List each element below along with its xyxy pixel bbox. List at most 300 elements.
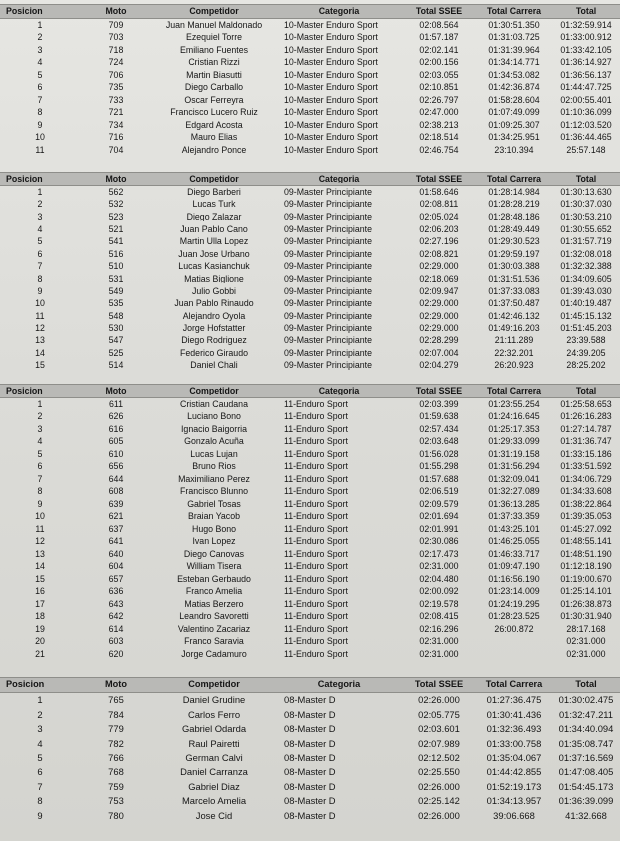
header-total: Total: [575, 680, 597, 690]
position-cell: 6: [37, 767, 43, 777]
total-time-cell: 02:31.000: [566, 637, 606, 647]
rider-name-cell: Mauro Elias: [190, 133, 238, 143]
moto-number-cell: 639: [108, 499, 124, 509]
category-cell: 09-Master Principiante: [284, 237, 373, 247]
total-time-cell: 01:30:31.940: [560, 612, 612, 622]
category-cell: 08-Master D: [284, 796, 336, 806]
stage-time-cell: 01:57.187: [419, 33, 459, 43]
stage-time-cell: 02:04.279: [419, 361, 459, 371]
total-time-cell: 01:12:03.520: [560, 120, 612, 130]
moto-number-cell: 733: [108, 95, 124, 105]
rider-name-cell: Diego Rodriguez: [181, 336, 247, 346]
race-time-cell: 01:28:28.219: [488, 200, 540, 209]
moto-number-cell: 636: [108, 587, 124, 597]
total-time-cell: 01:38:22.864: [560, 499, 612, 509]
stage-time-cell: 02:12.502: [418, 753, 460, 763]
moto-number-cell: 610: [108, 449, 124, 459]
category-cell: 10-Master Enduro Sport: [284, 108, 378, 118]
table-row: [0, 335, 620, 347]
table-row: [0, 94, 620, 107]
table-row: [0, 598, 620, 611]
table-row: [0, 132, 620, 145]
race-time-cell: 01:09:47.190: [488, 562, 540, 572]
position-cell: 21: [35, 649, 45, 659]
rider-name-cell: Lucas Kasianchuk: [178, 262, 250, 271]
table-row: [0, 611, 620, 624]
header-posicion: Posicion: [6, 174, 43, 184]
rider-name-cell: Edgard Acosta: [185, 120, 243, 130]
race-time-cell: 01:36:13.285: [488, 499, 540, 509]
position-cell: 8: [37, 487, 43, 497]
table-row: [0, 573, 620, 586]
position-cell: 5: [37, 753, 43, 763]
table-row: [0, 448, 620, 461]
race-time-cell: 01:34:25.951: [488, 133, 540, 143]
section-master-principiante: [0, 172, 620, 372]
moto-number-cell: 637: [108, 524, 124, 534]
category-cell: 10-Master Enduro Sport: [284, 70, 378, 80]
position-cell: 10: [35, 133, 45, 143]
position-cell: 6: [37, 462, 43, 472]
moto-number-cell: 759: [108, 781, 124, 792]
position-cell: 9: [37, 810, 43, 821]
race-time-cell: 01:16:56.190: [488, 574, 540, 584]
total-time-cell: 01:36:14.927: [560, 58, 612, 68]
header-competidor: Competidor: [189, 386, 239, 396]
rider-name-cell: Esteban Gerbaudo: [177, 574, 251, 584]
position-cell: 4: [37, 224, 43, 234]
race-time-cell: 01:37:33.083: [488, 286, 540, 296]
stage-time-cell: 02:26.797: [419, 95, 459, 105]
table-row: [0, 186, 620, 198]
rider-name-cell: Jorge Hofstatter: [182, 324, 246, 333]
moto-number-cell: 642: [108, 612, 124, 622]
rider-name-cell: Lucas Lujan: [190, 449, 238, 459]
rider-name-cell: Marcelo Amelia: [181, 796, 247, 806]
category-cell: 09-Master Principiante: [284, 324, 373, 333]
category-cell: 10-Master Enduro Sport: [284, 33, 378, 43]
race-time-cell: 01:28:48.186: [488, 212, 540, 222]
rider-name-cell: Jorge Cadamuro: [181, 649, 247, 659]
table-row: [0, 486, 620, 499]
rider-name-cell: Alejandro Ponce: [181, 145, 247, 155]
position-cell: 9: [37, 286, 43, 296]
table-row: [0, 411, 620, 424]
category-cell: 11-Enduro Sport: [284, 587, 348, 597]
position-cell: 13: [35, 336, 45, 346]
table-row: [0, 236, 620, 248]
race-time-cell: 01:34:14.771: [488, 58, 540, 68]
total-time-cell: 01:45:27.092: [560, 524, 612, 534]
stage-time-cell: 02:38.213: [419, 120, 459, 130]
category-cell: 09-Master Principiante: [284, 249, 373, 259]
total-time-cell: 01:33:00.912: [560, 33, 612, 43]
race-time-cell: 01:43:25.101: [488, 524, 540, 534]
category-cell: 11-Enduro Sport: [284, 549, 348, 559]
position-cell: 19: [35, 624, 45, 634]
table-row: [0, 44, 620, 57]
stage-time-cell: 02:31.000: [419, 637, 459, 647]
moto-number-cell: 616: [108, 424, 124, 434]
stage-time-cell: 02:27.196: [419, 237, 459, 247]
total-time-cell: 01:45:15.132: [560, 311, 612, 321]
stage-time-cell: 02:04.480: [419, 574, 459, 584]
category-cell: 10-Master Enduro Sport: [284, 20, 378, 30]
race-time-cell: 01:32:27.089: [488, 487, 540, 497]
total-time-cell: 01:33:42.105: [560, 45, 612, 55]
table-row: [0, 69, 620, 82]
rider-name-cell: Juan Pablo Rinaudo: [174, 299, 254, 309]
position-cell: 5: [37, 70, 43, 80]
position-cell: 7: [37, 781, 43, 792]
stage-time-cell: 02:16.296: [419, 624, 459, 634]
header-competidor: Competidor: [189, 174, 239, 184]
rider-name-cell: Emiliano Fuentes: [180, 45, 248, 55]
race-time-cell: 01:37:50.487: [488, 299, 540, 309]
category-cell: 11-Enduro Sport: [284, 412, 348, 422]
category-cell: 09-Master Principiante: [284, 212, 373, 222]
table-row: [0, 347, 620, 359]
race-time-cell: 23:10.394: [494, 145, 534, 155]
race-time-cell: 01:29:30.523: [488, 237, 540, 247]
race-time-cell: 01:24:16.645: [488, 412, 540, 422]
stage-time-cell: 02:03.648: [419, 437, 459, 447]
category-cell: 10-Master Enduro Sport: [284, 120, 378, 130]
table-row: [0, 398, 620, 411]
position-cell: 20: [35, 637, 45, 647]
stage-time-cell: 02:00.092: [419, 587, 459, 597]
stage-time-cell: 02:26.000: [418, 781, 460, 792]
table-row: [0, 808, 620, 822]
category-cell: 09-Master Principiante: [284, 286, 373, 296]
stage-time-cell: 02:26.000: [418, 810, 460, 821]
category-cell: 08-Master D: [284, 810, 336, 821]
category-cell: 11-Enduro Sport: [284, 449, 348, 459]
header-total-ssee: Total SSEE: [415, 174, 463, 184]
category-cell: 10-Master Enduro Sport: [284, 133, 378, 143]
table-row: [0, 298, 620, 310]
table-row: [0, 561, 620, 574]
table-row: [0, 586, 620, 599]
category-cell: 11-Enduro Sport: [284, 599, 348, 609]
stage-time-cell: 02:07.989: [418, 738, 460, 749]
header-categoria: Categoria: [318, 7, 360, 16]
stage-time-cell: 01:55.298: [419, 462, 459, 472]
total-time-cell: 01:32:59.914: [560, 20, 612, 30]
position-cell: 8: [37, 796, 43, 806]
race-time-cell: 22:32.201: [494, 348, 534, 358]
race-time-cell: 01:33:00.758: [486, 738, 542, 749]
category-cell: 11-Enduro Sport: [284, 574, 348, 584]
moto-number-cell: 716: [108, 133, 124, 143]
table-row: [0, 32, 620, 45]
rider-name-cell: Gabriel Odarda: [181, 724, 247, 734]
moto-number-cell: 525: [108, 348, 124, 358]
moto-number-cell: 548: [108, 311, 124, 321]
table-row: [0, 359, 620, 371]
rider-name-cell: Matias Berzero: [184, 599, 244, 609]
category-cell: 09-Master Principiante: [284, 299, 373, 309]
position-cell: 11: [35, 524, 45, 534]
race-time-cell: 01:30:03.388: [488, 262, 540, 271]
table-row: [0, 536, 620, 549]
position-cell: 13: [35, 549, 45, 559]
header-categoria: Categoria: [317, 680, 361, 690]
race-time-cell: 26:20.923: [494, 361, 534, 371]
rider-name-cell: Daniel Carranza: [180, 767, 248, 777]
category-cell: 09-Master Principiante: [284, 274, 373, 284]
position-cell: 11: [35, 145, 45, 155]
rider-name-cell: Francisco Blunno: [180, 487, 248, 497]
stage-time-cell: 01:57.688: [419, 474, 459, 484]
total-time-cell: 01:30:55.652: [560, 224, 612, 234]
stage-time-cell: 02:05.024: [419, 212, 459, 222]
race-time-cell: 01:35:04.067: [486, 753, 542, 763]
race-time-cell: 01:44:42.855: [486, 767, 542, 777]
moto-number-cell: 641: [108, 537, 124, 547]
total-time-cell: 01:36:56.137: [560, 70, 612, 80]
table-row: [0, 523, 620, 536]
race-time-cell: 39:06.668: [493, 810, 535, 821]
stage-time-cell: 02:31.000: [419, 649, 459, 659]
total-time-cell: 24:39.205: [566, 348, 606, 358]
race-time-cell: 01:58:28.604: [488, 95, 540, 105]
rider-name-cell: Juan Jose Urbano: [178, 249, 250, 259]
stage-time-cell: 02:19.578: [419, 599, 459, 609]
position-cell: 4: [37, 738, 43, 749]
table-row: [0, 322, 620, 334]
rider-name-cell: German Calvi: [185, 753, 243, 763]
stage-time-cell: 02:31.000: [419, 562, 459, 572]
rider-name-cell: Leandro Savoretti: [179, 612, 249, 622]
race-time-cell: 01:28:14.984: [488, 187, 540, 197]
position-cell: 11: [35, 311, 45, 321]
table-row: [0, 636, 620, 649]
header-total-carrera: Total Carrera: [486, 7, 542, 16]
header-competidor: Competidor: [188, 680, 240, 690]
moto-number-cell: 604: [108, 562, 124, 572]
category-cell: 08-Master D: [284, 695, 336, 705]
stage-time-cell: 02:08.415: [419, 612, 459, 622]
category-cell: 11-Enduro Sport: [284, 562, 348, 572]
category-cell: 11-Enduro Sport: [284, 474, 348, 484]
position-cell: 7: [37, 262, 43, 271]
moto-number-cell: 735: [108, 83, 124, 93]
position-cell: 6: [37, 249, 43, 259]
header-total-carrera: Total Carrera: [486, 386, 542, 396]
table-row: [0, 423, 620, 436]
total-time-cell: 23:39.588: [566, 336, 606, 346]
moto-number-cell: 657: [108, 574, 124, 584]
rider-name-cell: Oscar Ferreyra: [184, 95, 244, 105]
rider-name-cell: Lucas Turk: [192, 200, 236, 209]
total-time-cell: 01:35:08.747: [558, 738, 614, 749]
moto-number-cell: 644: [108, 474, 124, 484]
total-time-cell: 01:34:40.094: [558, 724, 614, 734]
position-cell: 12: [35, 537, 45, 547]
position-cell: 15: [35, 574, 45, 584]
category-cell: 08-Master D: [284, 767, 336, 777]
race-time-cell: 01:42:36.874: [488, 83, 540, 93]
stage-time-cell: 02:06.519: [419, 487, 459, 497]
stage-time-cell: 02:29.000: [419, 311, 459, 321]
moto-number-cell: 531: [108, 274, 124, 284]
position-cell: 14: [35, 348, 45, 358]
position-cell: 2: [37, 709, 43, 720]
table-row: [0, 794, 620, 808]
position-cell: 15: [35, 361, 45, 371]
total-time-cell: 01:31:36.747: [560, 437, 612, 447]
table-row: [0, 198, 620, 210]
stage-time-cell: 02:10.851: [419, 83, 459, 93]
total-time-cell: 28:25.202: [566, 361, 606, 371]
position-cell: 18: [35, 612, 45, 622]
rider-name-cell: Matias Biglione: [184, 274, 244, 284]
total-time-cell: 02:00:55.401: [560, 95, 612, 105]
position-cell: 10: [35, 299, 45, 309]
stage-time-cell: 01:59.638: [419, 412, 459, 422]
header-total-ssee: Total SSEE: [415, 386, 463, 396]
category-cell: 09-Master Principiante: [284, 224, 373, 234]
race-time-cell: 01:32:09.041: [488, 474, 540, 484]
moto-number-cell: 718: [108, 45, 124, 55]
table-row: [0, 285, 620, 297]
table-row: [0, 751, 620, 765]
rider-name-cell: Francisco Lucero Ruiz: [170, 108, 258, 118]
category-cell: 09-Master Principiante: [284, 348, 373, 358]
total-time-cell: 01:37:16.569: [558, 753, 614, 763]
rider-name-cell: Martin Ulla Lopez: [179, 237, 249, 247]
table-row: [0, 57, 620, 70]
position-cell: 3: [37, 424, 43, 434]
race-time-cell: 01:30:41.436: [486, 709, 542, 720]
rider-name-cell: Valentino Zacariaz: [177, 624, 251, 634]
race-time-cell: 01:28:49.449: [488, 224, 540, 234]
rider-name-cell: William Tisera: [186, 562, 242, 572]
category-cell: 08-Master D: [284, 709, 336, 720]
position-cell: 9: [37, 120, 43, 130]
stage-time-cell: 02:08.821: [419, 249, 459, 259]
category-cell: 08-Master D: [284, 781, 336, 792]
moto-number-cell: 562: [108, 187, 124, 197]
race-time-cell: 01:23:55.254: [488, 399, 540, 409]
total-time-cell: 01:36:39.099: [558, 796, 614, 806]
total-time-cell: 01:30:37.030: [560, 200, 612, 209]
category-cell: 11-Enduro Sport: [284, 424, 348, 434]
race-time-cell: 01:34:53.082: [488, 70, 540, 80]
moto-number-cell: 514: [108, 361, 124, 371]
position-cell: 6: [37, 83, 43, 93]
rider-name-cell: Alejandro Oyola: [182, 311, 246, 321]
moto-number-cell: 768: [108, 767, 124, 777]
total-time-cell: 01:54:45.173: [558, 781, 614, 792]
category-cell: 08-Master D: [284, 738, 336, 749]
header-total: Total: [575, 7, 597, 16]
position-cell: 1: [37, 399, 43, 409]
race-time-cell: 01:31:19.158: [488, 449, 540, 459]
rider-name-cell: Ivan Lopez: [192, 537, 236, 547]
moto-number-cell: 779: [108, 724, 124, 734]
rider-name-cell: Jose Cid: [195, 810, 233, 821]
total-time-cell: 01:25:14.101: [560, 587, 612, 597]
table-row: [0, 498, 620, 511]
moto-number-cell: 603: [108, 637, 124, 647]
stage-time-cell: 02:18.069: [419, 274, 459, 284]
moto-number-cell: 643: [108, 599, 124, 609]
position-cell: 1: [37, 695, 43, 705]
total-time-cell: 28:17.168: [566, 624, 606, 634]
category-cell: 09-Master Principiante: [284, 262, 373, 271]
moto-number-cell: 541: [108, 237, 124, 247]
stage-time-cell: 02:08.811: [419, 200, 459, 209]
position-cell: 2: [37, 33, 43, 43]
position-cell: 2: [37, 200, 43, 209]
category-cell: 10-Master Enduro Sport: [284, 58, 378, 68]
table-header: [0, 4, 620, 19]
category-cell: 11-Enduro Sport: [284, 637, 348, 647]
table-header: [0, 677, 620, 693]
stage-time-cell: 02:07.004: [419, 348, 459, 358]
table-row: [0, 473, 620, 486]
moto-number-cell: 532: [108, 200, 124, 209]
rider-name-cell: Braian Yacob: [187, 512, 240, 522]
rider-name-cell: Gonzalo Acuña: [184, 437, 244, 447]
moto-number-cell: 706: [108, 70, 124, 80]
total-time-cell: 41:32.668: [565, 810, 607, 821]
header-posicion: Posicion: [6, 7, 43, 16]
race-time-cell: 01:42:46.132: [488, 311, 540, 321]
stage-time-cell: 02:03.055: [419, 70, 459, 80]
header-moto: Moto: [105, 7, 127, 16]
total-time-cell: 01:33:15.186: [560, 449, 612, 459]
position-cell: 14: [35, 562, 45, 572]
race-time-cell: 01:24:19.295: [488, 599, 540, 609]
stage-time-cell: 02:06.203: [419, 224, 459, 234]
header-competidor: Competidor: [189, 7, 239, 16]
race-time-cell: 01:09:25.307: [488, 120, 540, 130]
moto-number-cell: 521: [108, 224, 124, 234]
rider-name-cell: Gabriel Diaz: [188, 781, 240, 792]
moto-number-cell: 614: [108, 624, 124, 634]
stage-time-cell: 02:03.399: [419, 399, 459, 409]
moto-number-cell: 704: [108, 145, 124, 155]
rider-name-cell: Martin Biasutti: [186, 70, 242, 80]
position-cell: 7: [37, 95, 43, 105]
category-cell: 11-Enduro Sport: [284, 487, 348, 497]
moto-number-cell: 734: [108, 120, 124, 130]
table-row: [0, 779, 620, 793]
header-posicion: Posicion: [6, 680, 45, 690]
category-cell: 10-Master Enduro Sport: [284, 95, 378, 105]
rider-name-cell: Juan Manuel Maldonado: [165, 20, 263, 30]
total-time-cell: 01:32:32.388: [560, 262, 612, 271]
stage-time-cell: 02:25.550: [418, 767, 460, 777]
moto-number-cell: 530: [108, 324, 124, 333]
category-cell: 11-Enduro Sport: [284, 462, 348, 472]
stage-time-cell: 02:57.434: [419, 424, 459, 434]
table-row: [0, 119, 620, 132]
race-time-cell: 01:46:33.717: [488, 549, 540, 559]
position-cell: 17: [35, 599, 45, 609]
table-row: [0, 765, 620, 779]
header-total-carrera: Total Carrera: [486, 174, 542, 184]
stage-time-cell: 02:30.086: [419, 537, 459, 547]
moto-number-cell: 766: [108, 753, 124, 763]
table-row: [0, 722, 620, 736]
moto-number-cell: 656: [108, 462, 124, 472]
rider-name-cell: Hugo Bono: [191, 524, 237, 534]
stage-time-cell: 02:28.299: [419, 336, 459, 346]
